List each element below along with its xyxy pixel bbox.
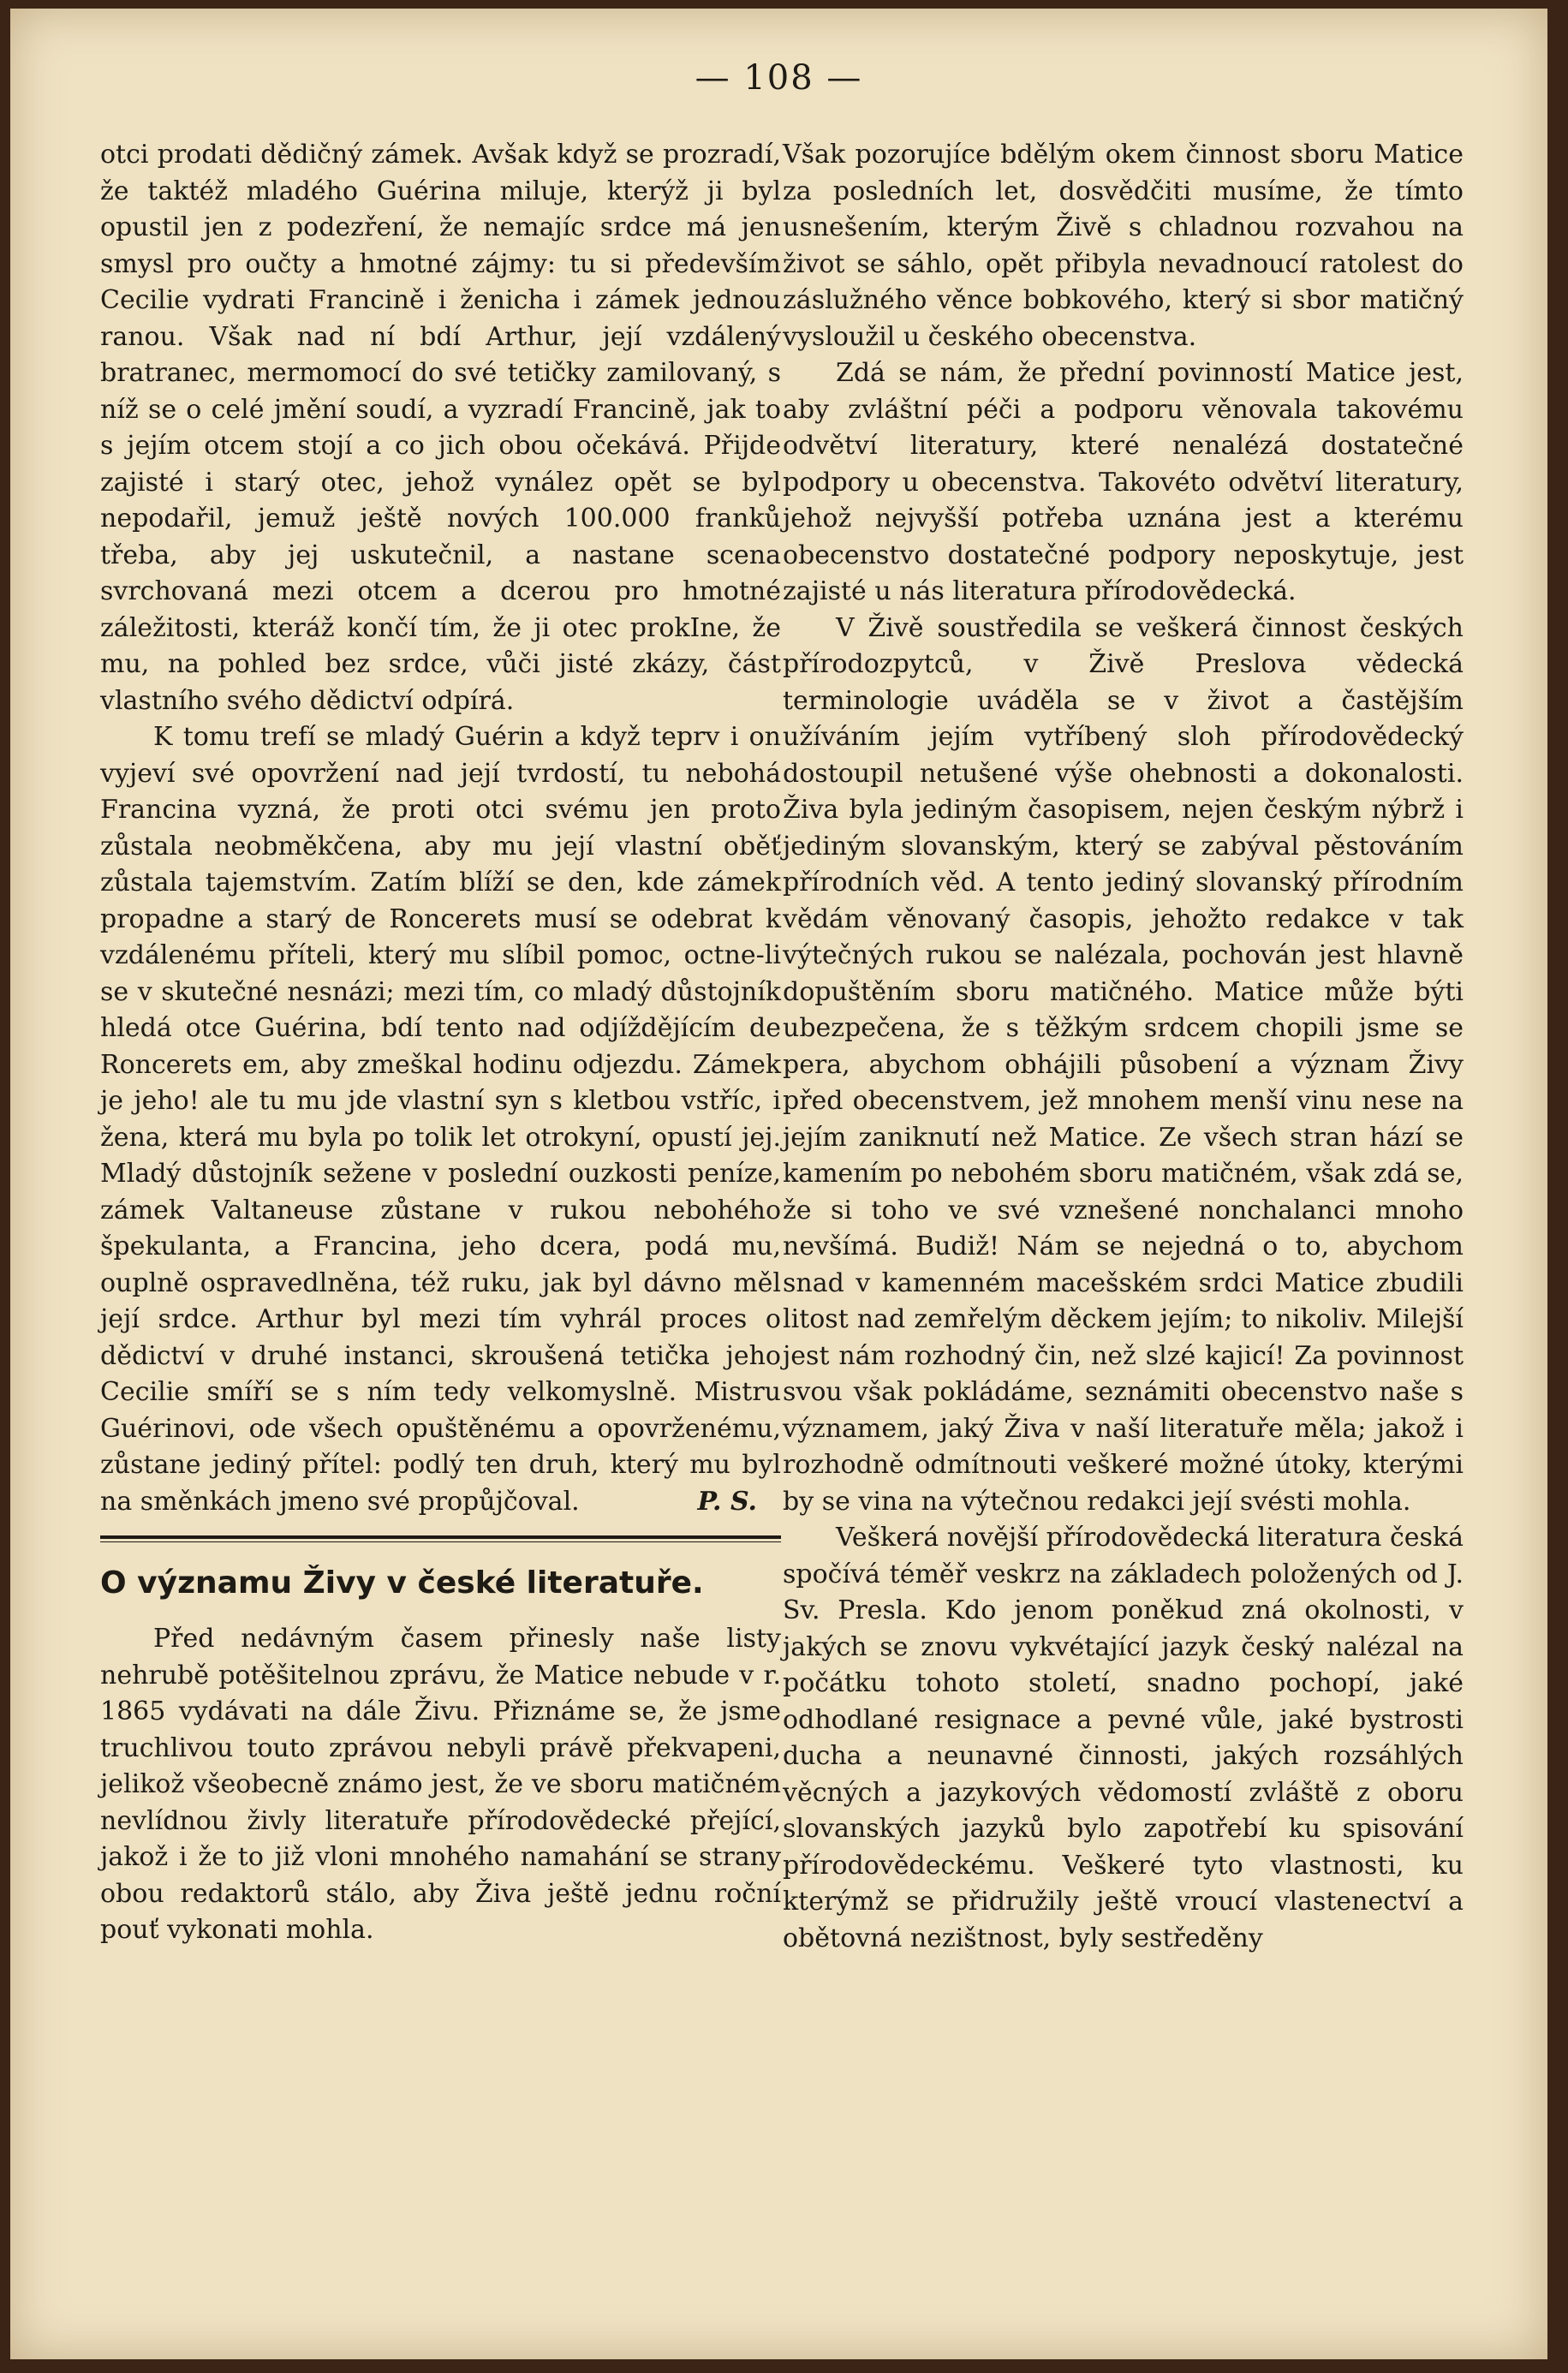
signature: P. S. xyxy=(697,1486,757,1517)
paragraph: Však pozorujíce bdělým okem činnost sboru Matice za posledních let, dosvědčiti musíme, že tímto usnešením, kterým Živě s chladnou rozvahou na život se sáhlo, opět přibyla nevadnoucí ratolest do záslužného věnce bobkového, který si sbor matičný vysloužil u českého obecenstva. xyxy=(783,140,1464,352)
paragraph-text: K tomu trefí se mladý Guérin a když teprv i on vyjeví své opovržení nad její tvrdostí, tu nebohá Francina vyzná, že proti otci svému jen proto zůstala neobměkčena, aby mu její vlastní oběť zůstala tajemstvím. Zatím blíží se den, kde zámek propadne a starý de Roncerets musí se odebrat k vzdálenému příteli, který mu slíbil pomoc, octne-li se v skutečné nesnázi; mezi tím, co mladý důstojník hledá otce Guérina, bdí tento nad odjíždějícím de Roncerets em, aby zmeškal hodinu odjezdu. Zámek je jeho! ale tu mu jde vlastní syn s kletbou vstříc, i žena, která mu byla po tolik let otrokyní, opustí jej. Mladý důstojník sežene v poslední ouzkosti peníze, zámek Valtaneuse zůstane v rukou nebohého špekulanta, a Francina, jeho dcera, podá mu, ouplně ospravedlněna, též ruku, jak byl dávno měl její srdce. Arthur byl mezi tím vyhrál proces o dědictví v druhé instanci, skroušená tetička jeho Cecilie smíří se s ním tedy velkomyslně. Mistru Guérinovi, ode všech opuštěnému a opovrženému, zůstane jediný přítel: podlý ten druh, který mu byl na směnkách jmeno své propůjčoval. xyxy=(100,722,781,1517)
right-column xyxy=(783,137,1464,1957)
section-divider xyxy=(100,1535,781,1542)
article-heading: O významu Živy v české literatuře. xyxy=(100,1565,704,1601)
page xyxy=(10,9,1547,2359)
left-column xyxy=(100,137,781,1949)
paragraph: Zdá se nám, že přední povinností Matice jest, aby zvláštní péči a podporu věnovala takovému odvětví literatury, které nenalézá dostatečné podpory u obecenstva. Takovéto odvětví literatury, jehož nejvyšší potřeba uznána jest a kterému obecenstvo dostatečné podpory neposkytuje, jest zajisté u nás literatura přírodovědecká. xyxy=(783,358,1464,606)
paragraph xyxy=(100,719,781,1520)
page-number: — 108 — xyxy=(695,58,863,98)
paragraph: Před nedávným časem přinesly naše listy nehrubě potěšitelnou zprávu, že Matice nebude v r. 1865 vydávati na dále Živu. Přiznáme se, že jsme truchlivou touto zprávou nebyli právě překvapeni, jelikož všeobecně známo jest, že ve sboru matičném nevlídnou živly literatuře přírodovědecké přející, jakož i že to již vloni mnohého namahání se strany obou redaktorů stálo, aby Živa ještě jednu roční pouť vykonati mohla. xyxy=(100,1624,781,1945)
paragraph: otci prodati dědičný zámek. Avšak když se prozradí, že taktéž mladého Guérina miluje, kterýž ji byl opustil jen z podezření, že nemajíc srdce má jen smysl pro oučty a hmotné zájmy: tu si především Cecilie vydrati Francině i ženicha i zámek jednou ranou. Však nad ní bdí Arthur, její vzdálený bratranec, mermomocí do své tetičky zamilovaný, s níž se o celé jmění soudí, a vyzradí Francině, jak to s jejím otcem stojí a co jich obou očekává. Přijde zajisté i starý otec, jehož vynález opět se byl nepodařil, jemuž ještě nových 100.000 franků třeba, aby jej uskutečnil, a nastane scena svrchovaná mezi otcem a dcerou pro hmotné záležitosti, kteráž končí tím, že ji otec prokIne, že mu, na pohled bez srdce, vůči jisté zkázy, část vlastního svého dědictví odpírá. xyxy=(100,140,781,716)
paragraph: Veškerá novější přírodovědecká literatura česká spočívá téměř veskrz na základech položených od J. Sv. Presla. Kdo jenom poněkud zná okolnosti, v jakých se znovu vykvétající jazyk český nalézal na počátku tohoto století, snadno pochopí, jaké odhodlané resignace a pevné vůle, jaké bystrosti ducha a neunavné činnosti, jakých rozsáhlých věcných a jazykových vědomostí zvláště z oboru slovanských jazyků bylo zapotřebí ku spisování přírodovědeckému. Veškeré tyto vlastnosti, ku kterýmž se přidružily ještě vroucí vlastenectví a obětovná nezištnost, byly sestředěny xyxy=(783,1523,1464,1953)
paragraph: V Živě soustředila se veškerá činnost českých přírodozpytců, v Živě Preslova vědecká terminologie uváděla se v život a častějším užíváním jejím vytříbený sloh přírodovědecký dostoupil netušené výše ohebnosti a dokonalosti. Živa byla jediným časopisem, nejen českým nýbrž i jediným slovanským, který se zabýval pěstováním přírodních věd. A tento jediný slovanský přírodním vědám věnovaný časopis, jehožto redakce v tak výtečných rukou se nalézala, pochován jest hlavně dopuštěním sboru matičného. Matice může býti ubezpečena, že s těžkým srdcem chopili jsme se pera, abychom obhájili působení a význam Živy před obecenstvem, jež mnohem menší vinu nese na jejím zaniknutí než Matice. Ze všech stran hází se kamením po nebohém sboru matičném, však zdá se, že si toho ve své vznešené nonchalanci mnoho nevšímá. Budiž! Nám se nejedná o to, abychom snad v kamenném macešském srdci Matice zbudili litost nad zemřelým děckem jejím; to nikoliv. Milejší jest nám rozhodný čin, než slzé kajicí! Za povinnost svou však pokládáme, seznámiti obecenstvo naše s významem, jaký Živa v naší literatuře měla; jakož i rozhodně odmítnouti veškeré možné útoky, kterými by se vina na výtečnou redakci její svésti mohla. xyxy=(783,612,1464,1517)
